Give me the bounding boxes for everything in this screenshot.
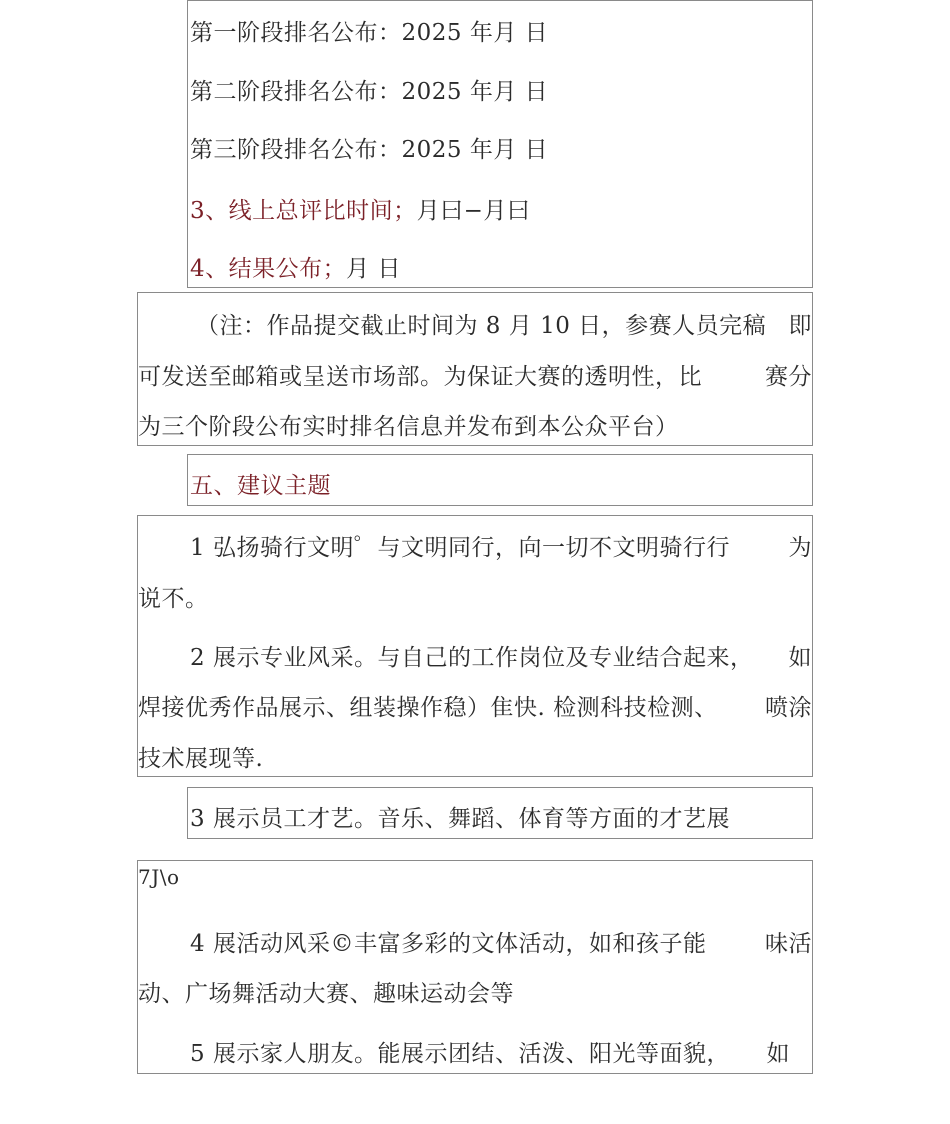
theme-1-line-1-end: 为 bbox=[788, 535, 812, 561]
theme-4-line-2: 动、广场舞活动大赛、趣味运动会等 bbox=[138, 981, 514, 1007]
result-announcement-value: 月 日 bbox=[346, 256, 401, 282]
result-announcement-label: 4、结果公布； bbox=[190, 256, 347, 282]
note-line-1 bbox=[196, 311, 812, 341]
theme-2-line-1-text: 2 展示专业风采。与自己的工作岗位及专业结合起来， bbox=[190, 645, 754, 671]
theme-2-line-2 bbox=[138, 693, 812, 723]
note-line-2 bbox=[138, 362, 812, 392]
stage-2-ranking: 第二阶段排名公布：2025 年月 日 bbox=[190, 79, 549, 105]
section-heading-block bbox=[187, 454, 813, 506]
note-line-2-text: 可发送至邮箱或呈送市场部。为保证大赛的透明性，比 bbox=[138, 364, 702, 390]
note-line-3: 为三个阶段公布实时排名信息并发布到本公众平台） bbox=[138, 414, 679, 440]
theme-1-line-1-text: 1 弘扬骑行文明゜与文明同行，向一切不文明骑行行 bbox=[190, 535, 730, 561]
theme-2-line-1 bbox=[190, 643, 812, 673]
theme-2-line-2-end: 喷涂 bbox=[765, 695, 812, 721]
theme-5-line-1 bbox=[190, 1039, 790, 1069]
theme-3-line: 3 展示员工才艺。音乐、舞蹈、体育等方面的才艺展 bbox=[190, 806, 730, 832]
stage-3-ranking: 第三阶段排名公布：2025 年月 日 bbox=[190, 137, 549, 163]
page-fragment: 7J\o bbox=[138, 865, 180, 889]
note-line-1-text: （注：作品提交截止时间为 8 月 10 日，参赛人员完稿 bbox=[196, 313, 767, 339]
online-evaluation-time bbox=[190, 196, 812, 226]
theme-4-line-1 bbox=[190, 929, 812, 959]
theme-1-line-1 bbox=[190, 533, 812, 563]
note-line-1-end: 即 bbox=[788, 313, 812, 339]
stage-1-ranking: 第一阶段排名公布：2025 年月 日 bbox=[190, 20, 549, 46]
theme-4-line-1-end: 味活 bbox=[765, 931, 812, 957]
note-line-2-end: 赛分 bbox=[765, 364, 812, 390]
schedule-block bbox=[187, 0, 813, 288]
result-announcement bbox=[190, 254, 812, 284]
theme-5-line-1-end: 如 bbox=[766, 1041, 790, 1067]
theme-2-line-1-end: 如 bbox=[788, 645, 812, 671]
section-5-heading: 五、建议主题 bbox=[190, 473, 331, 499]
online-evaluation-label: 3、线上总评比时间； bbox=[190, 198, 417, 224]
theme-3-block bbox=[187, 787, 813, 839]
themes-1-2-block bbox=[137, 515, 813, 777]
themes-4-5-block bbox=[137, 860, 813, 1074]
online-evaluation-value: 月曰−月曰 bbox=[416, 198, 531, 224]
theme-5-line-1-text: 5 展示家人朋友。能展示团结、活泼、阳光等面貌， bbox=[190, 1041, 730, 1067]
theme-1-line-2: 说不。 bbox=[138, 586, 209, 612]
theme-2-line-2-text: 焊接优秀作品展示、组装操作稳）隹快. 检测科技检测、 bbox=[138, 695, 718, 721]
theme-2-line-3: 技术展现等. bbox=[138, 746, 264, 772]
note-block bbox=[137, 292, 813, 446]
theme-4-line-1-text: 4 展活动风采©丰富多彩的文体活动，如和孩子能 bbox=[190, 931, 707, 957]
